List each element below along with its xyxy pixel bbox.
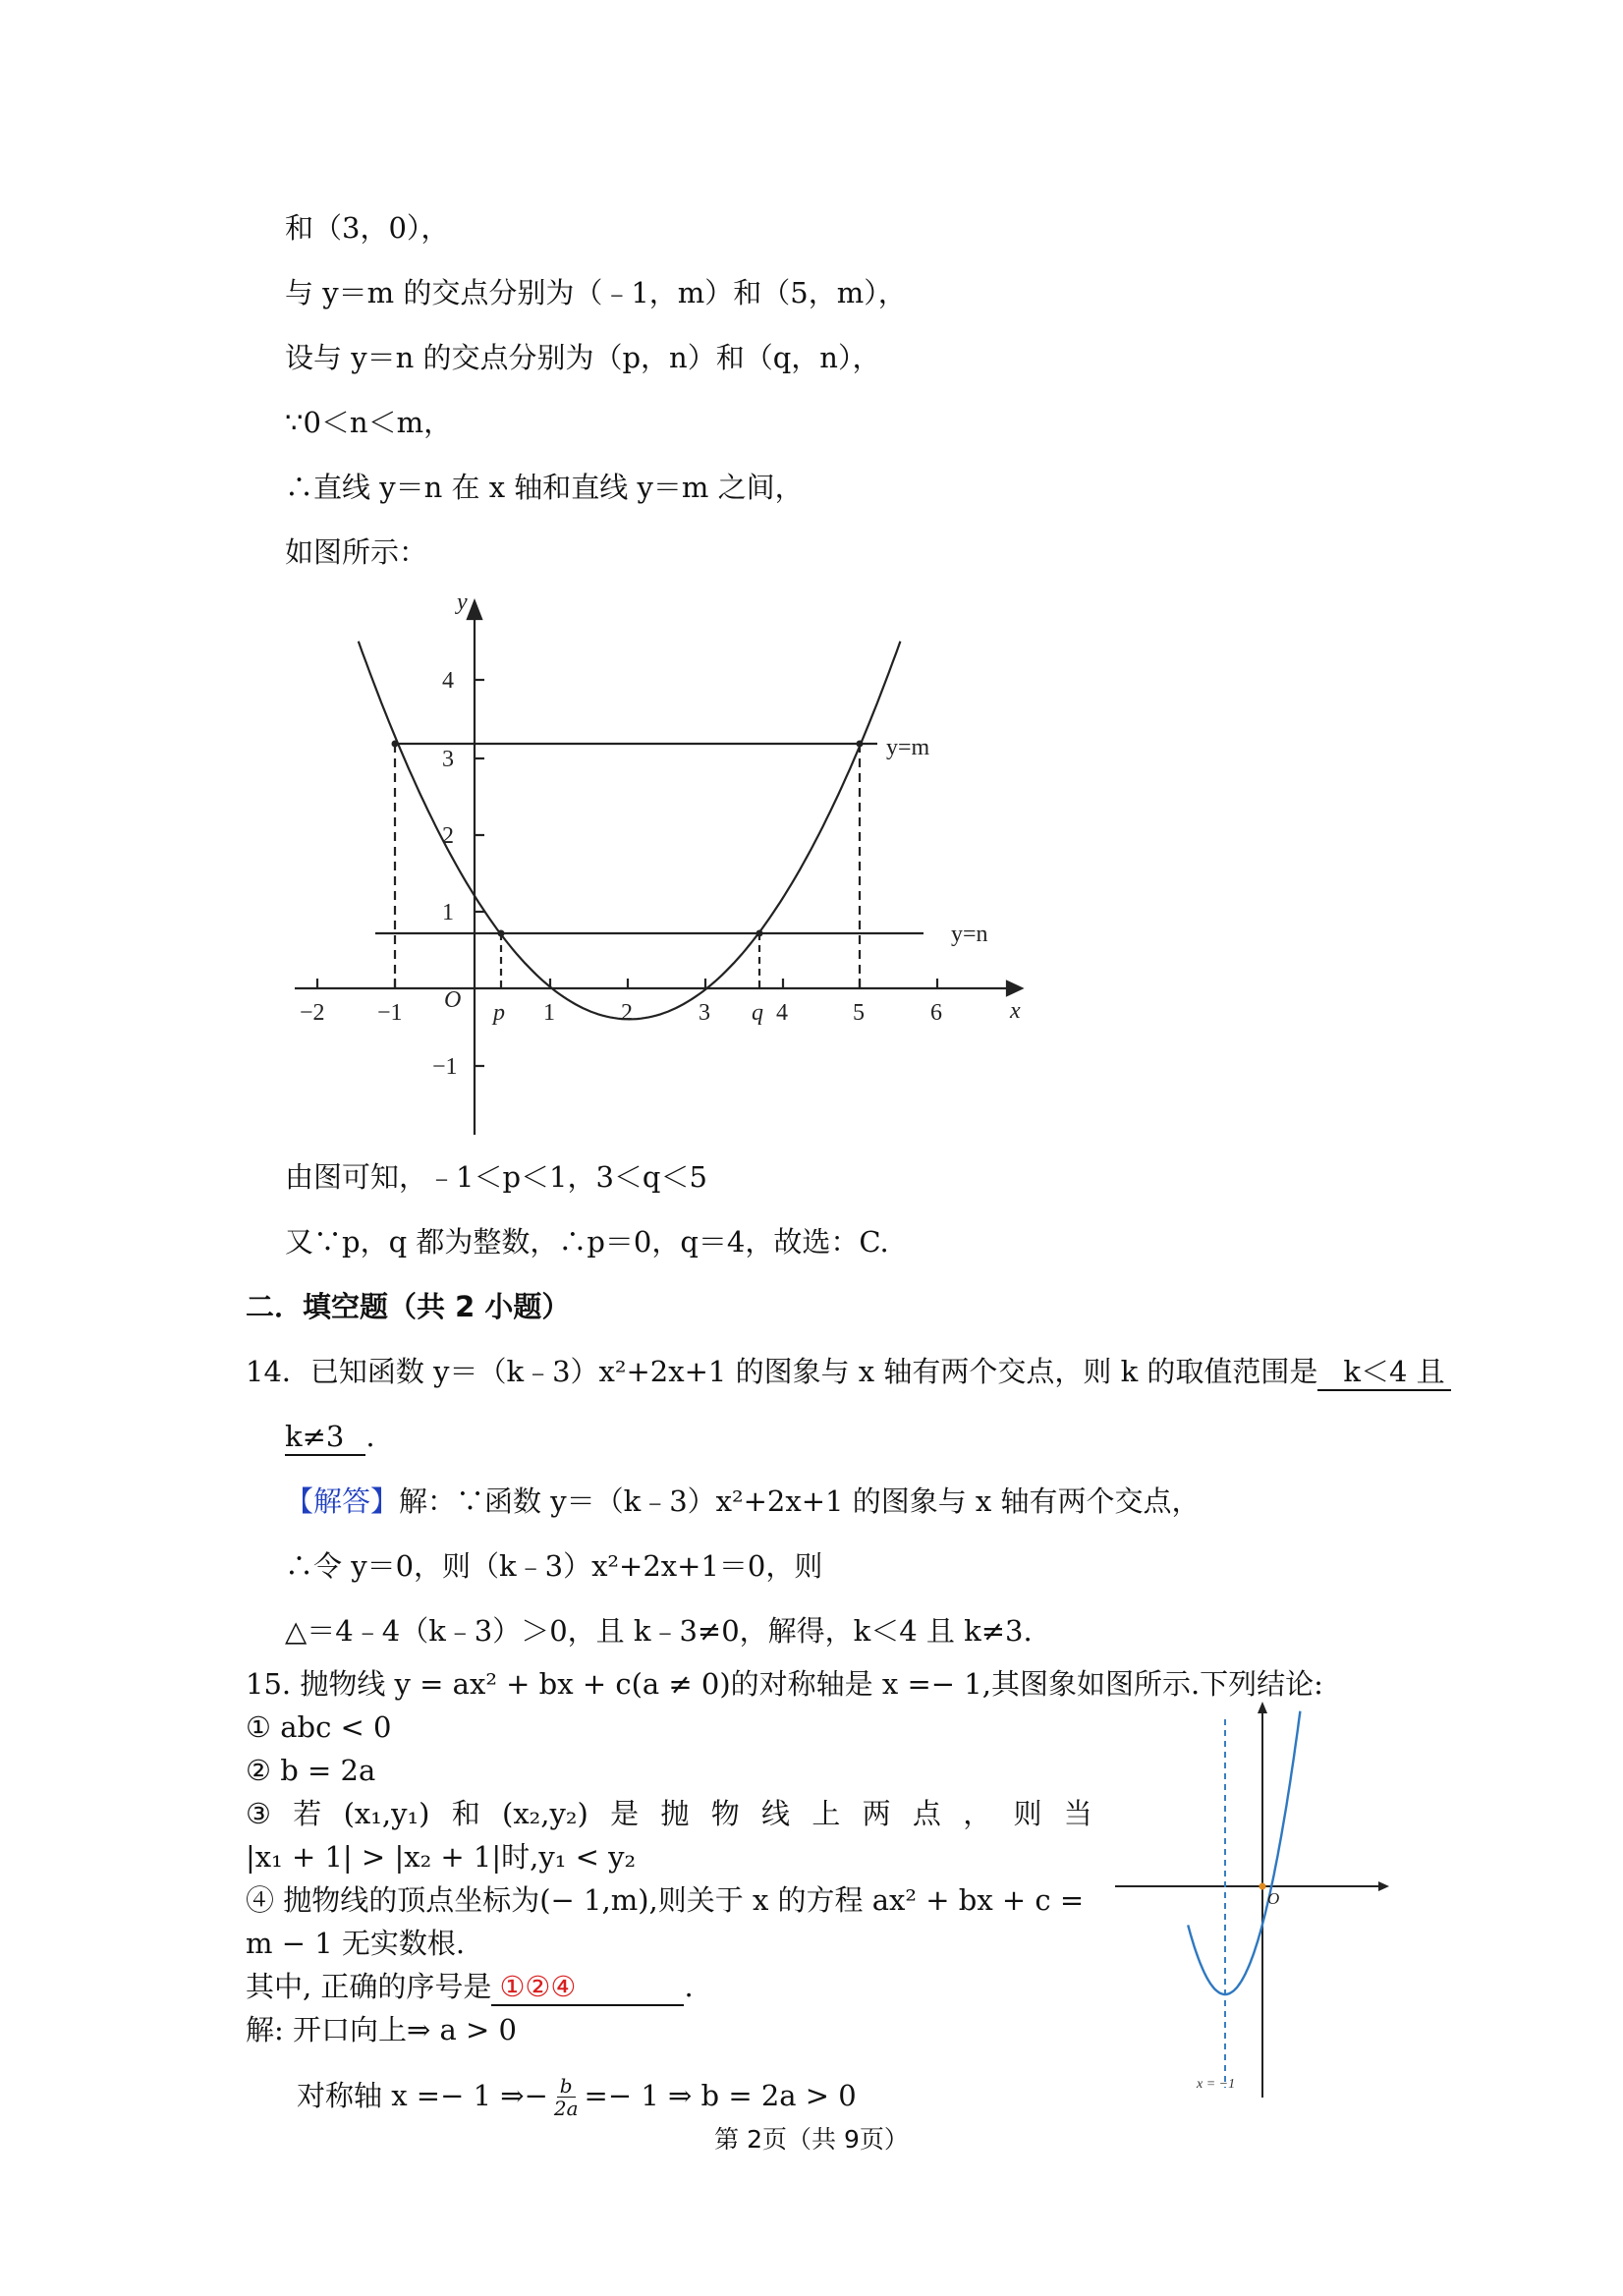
origin-dot xyxy=(1259,1883,1266,1890)
q14-stem-cont xyxy=(285,1419,375,1456)
y-axis-arrow xyxy=(1258,1702,1267,1713)
page-footer: 第 2页（共 9页） xyxy=(714,2125,909,2154)
y-tick-3: 3 xyxy=(442,747,454,772)
y-tick-neg1: −1 xyxy=(432,1054,458,1080)
y-tick-4: 4 xyxy=(442,668,454,694)
x-tick-6: 6 xyxy=(930,1000,942,1026)
x-tick-2: 2 xyxy=(621,1000,633,1026)
q15-answer-line: 其中, 正确的序号是 ①②④ . xyxy=(246,1969,694,2006)
q14-period: . xyxy=(365,1420,375,1453)
p-label: p xyxy=(493,1000,505,1026)
x-tick-1: 1 xyxy=(543,1000,555,1026)
line-m-label: y=m xyxy=(886,735,930,760)
q15-item-3: ③ 若 (x₁,y₁) 和 (x₂,y₂) 是 抛 物 线 上 两 点 ， 则 当 xyxy=(246,1797,1092,1830)
parabola-curve-2 xyxy=(1188,1711,1300,1994)
q15-answer: ①②④ xyxy=(499,1970,577,2003)
symmetry-axis-label: x = −1 xyxy=(1197,2077,1236,2092)
q15-item-2: ② b = 2a xyxy=(246,1754,376,1787)
y-tick-1: 1 xyxy=(442,900,454,925)
q15-solution-2: 对称轴 x =− 1 ⇒− $\frac{b}{2a}$ =− 1 ⇒ b = 2a > 0 xyxy=(297,2074,857,2120)
parabola-graph-2 xyxy=(1110,1700,1395,2102)
q14-stem xyxy=(246,1354,1451,1391)
x-axis-arrow xyxy=(1378,1881,1389,1891)
q15-stem: 15. 抛物线 y = ax² + bx + c(a ≠ 0)的对称轴是 x =− 1,其图象如图所示.下列结论: xyxy=(246,1667,1323,1701)
q15-item-1: ① abc < 0 xyxy=(246,1710,392,1744)
fraction: $\frac{b}{2a}$ xyxy=(553,2074,579,2120)
origin-label: O xyxy=(1267,1889,1280,1908)
intro-line-4: ∵0＜n＜m， xyxy=(285,406,453,439)
x-tick-5: 5 xyxy=(853,1000,865,1026)
q15-solution-1: 解: 开口向上⇒ a > 0 xyxy=(246,2013,517,2046)
parabola-graph-1 xyxy=(285,589,1041,1140)
x-axis-label: x xyxy=(1010,998,1021,1024)
origin-label: O xyxy=(444,987,462,1013)
intro-line-3: 设与 y＝n 的交点分别为（p，n）和（q，n）， xyxy=(285,341,881,374)
conclusion-line-1: 由图可知，﹣1＜p＜1，3＜q＜5 xyxy=(285,1160,707,1194)
y-tick-2: 2 xyxy=(442,823,454,849)
y-axis-arrow xyxy=(468,601,481,619)
q15-item-3-cont: |x₁ + 1| > |x₂ + 1|时,y₁ < y₂ xyxy=(246,1840,637,1874)
intro-line-6: 如图所示： xyxy=(285,535,428,569)
q14-stem-text: 14．已知函数 y＝（k﹣3）x²+2x+1 的图象与 x 轴有两个交点，则 k 的取值范围是 xyxy=(246,1355,1318,1388)
q14-solution-tag: 【解答】 xyxy=(285,1484,400,1518)
intro-line-2: 与 y＝m 的交点分别为（﹣1，m）和（5，m）， xyxy=(285,276,907,309)
q15-item-4: ④ 抛物线的顶点坐标为(− 1,m),则关于 x 的方程 ax² + bx + c = xyxy=(246,1883,1085,1917)
section-title: 二．填空题（共 2 小题） xyxy=(246,1290,571,1323)
x-tick-4: 4 xyxy=(776,1000,788,1026)
parabola-curve xyxy=(359,642,901,1020)
q-label: q xyxy=(752,1000,763,1026)
intro-line-1: 和（3，0）， xyxy=(285,211,450,245)
x-axis-arrow xyxy=(1007,981,1022,995)
conclusion-line-2: 又∵p，q 都为整数，∴p＝0，q＝4，故选：C. xyxy=(285,1225,889,1259)
q14-solution-1 xyxy=(285,1484,1201,1519)
intro-line-5: ∴直线 y＝n 在 x 轴和直线 y＝m 之间， xyxy=(285,471,804,504)
line-n-label: y=n xyxy=(951,922,988,947)
y-axis-label: y xyxy=(457,589,468,615)
x-tick-neg1: −1 xyxy=(377,1000,403,1026)
x-tick-neg2: −2 xyxy=(300,1000,325,1026)
q14-answer-part1: k＜4 且 xyxy=(1317,1354,1450,1391)
q14-solution-text: 解：∵函数 y＝（k﹣3）x²+2x+1 的图象与 x 轴有两个交点， xyxy=(399,1484,1201,1518)
q14-solution-2: ∴令 y＝0，则（k﹣3）x²+2x+1＝0，则 xyxy=(285,1549,823,1583)
x-tick-3: 3 xyxy=(699,1000,710,1026)
q15-item-4-cont: m − 1 无实数根. xyxy=(246,1927,466,1960)
q14-solution-3: △＝4﹣4（k﹣3）＞0，且 k﹣3≠0，解得，k＜4 且 k≠3. xyxy=(285,1614,1033,1648)
q14-answer-part2: k≠3 xyxy=(285,1419,365,1456)
